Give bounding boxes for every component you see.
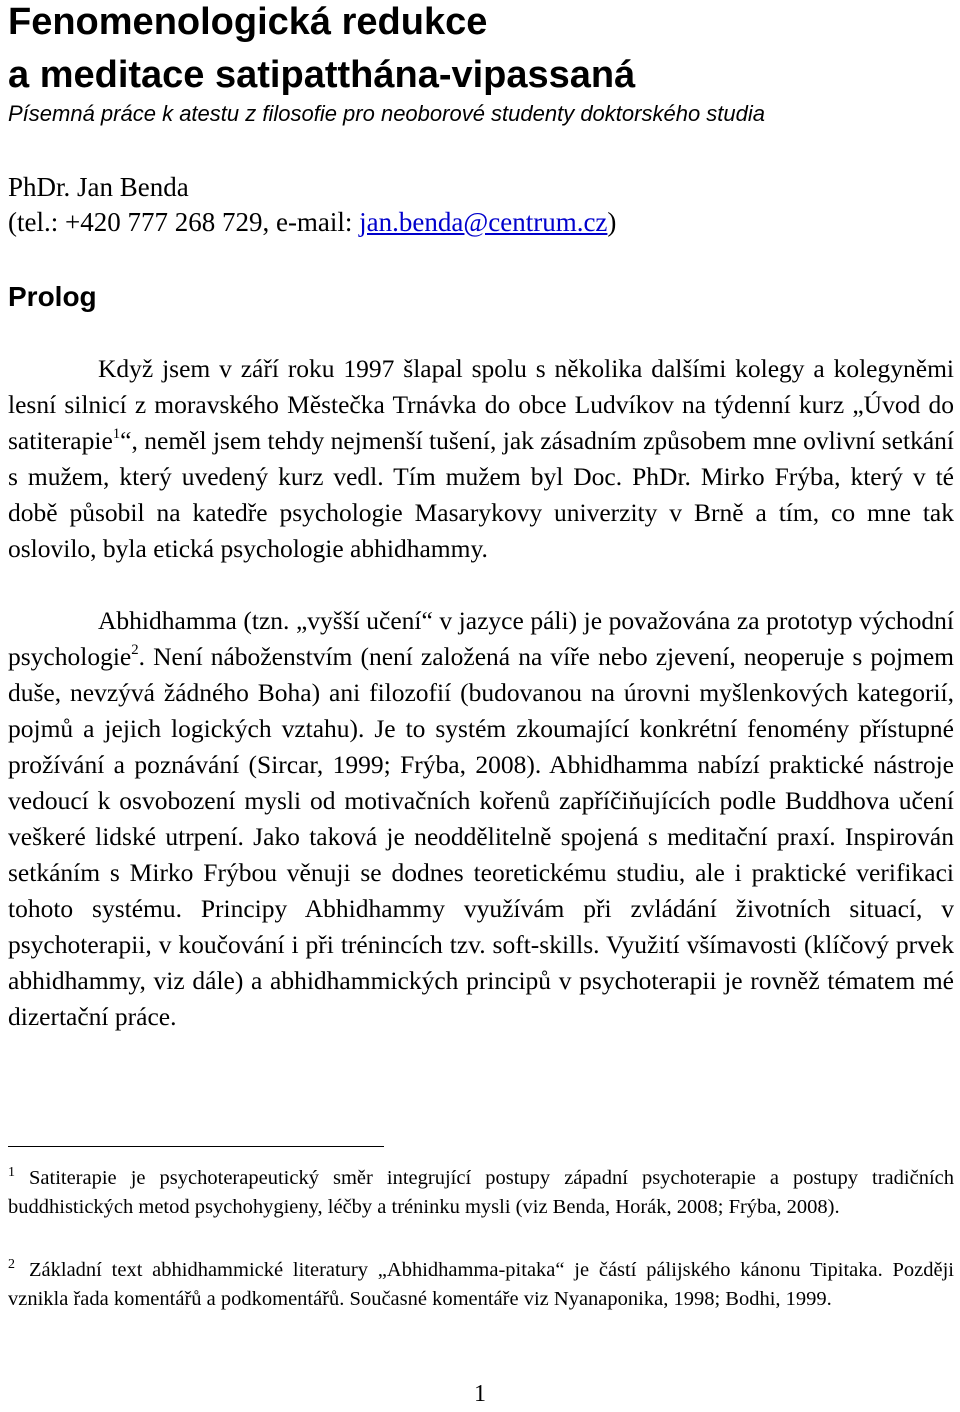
paragraph-1-text-b: “, neměl jsem tehdy nejmenší tušení, jak zásadním způsobem mne ovlivní setkání s mužem, který uvedený kurz vedl. Tím mužem byl Doc. PhDr. Mirko Frýba, který v té době působil na katedře psychologie Masarykovy univerzity v Brně a tím, co mne tak oslovilo, byla etická psychologie abhidhammy. bbox=[8, 426, 954, 563]
footnote-1-number: 1 bbox=[8, 1165, 15, 1181]
paragraph-2 bbox=[8, 603, 954, 1035]
email-link[interactable]: jan.benda@centrum.cz bbox=[359, 207, 608, 237]
subtitle: Písemná práce k atestu z filosofie pro neoborové studenty doktorského studia bbox=[8, 101, 765, 126]
paragraph-1 bbox=[8, 351, 954, 567]
title-line-2: a meditace satipatthána-vipassaná bbox=[8, 54, 636, 96]
footnote-ref-2[interactable]: 2 bbox=[131, 642, 139, 659]
footnote-2-number: 2 bbox=[8, 1257, 15, 1273]
section-heading: Prolog bbox=[8, 281, 97, 312]
footnote-1 bbox=[8, 1164, 954, 1222]
page-number: 1 bbox=[474, 1381, 486, 1407]
paragraph-2-text-a: Abhidhamma (tzn. „vyšší učení“ v jazyce páli) je považována za prototyp východní psychologie bbox=[8, 606, 954, 671]
title-line-1: Fenomenologická redukce bbox=[8, 1, 488, 43]
footnote-2-text: Základní text abhidhammické literatury „Abhidhamma-pitaka“ je částí pálijského kánonu Tipitaka. Později vznikla řada komentářů a podkomentářů. Současné komentáře viz Nyanaponika, 1998; Bodhi, 1999. bbox=[8, 1259, 954, 1310]
paragraph-2-text-b: . Není náboženstvím (není založená na víře nebo zjevení, neoperuje s pojmem duše, nevzývá žádného Boha) ani filozofií (budovanou na úrovni myšlenkových kategorií, pojmů a jejich logických vztahu). Je to systém zkoumající konkrétní fenomény přístupné prožívání a poznávání (Sircar, 1999; Frýba, 2008). Abhidhamma nabízí praktické nástroje vedoucí k osvobození mysli od motivačních kořenů zapříčiňujících podle Buddhova učení veškeré lidské utrpení. Jako taková je neoddělitelně spojená s meditační praxí. Inspirován setkáním s Mirko Frýbou věnuji se dodnes teoretickému studiu, ale i praktické verifikaci tohoto systému. Principy Abhidhammy využívám při zvládání životních situací, v psychoterapii, v koučování i při trénincích tzv. soft-skills. Využití všímavosti (klíčový prvek abhidhammy, viz dále) a abhidhammických principů v psychoterapii je rovněž tématem mé dizertační práce. bbox=[8, 642, 954, 1031]
footnote-1-text: Satiterapie je psychoterapeutický směr integrující postupy západní psychoterapie a postupy tradičních buddhistických metod psychohygieny, léčby a tréninku mysli (viz Benda, Horák, 2008; Frýba, 2008). bbox=[8, 1167, 954, 1218]
author-name: PhDr. Jan Benda bbox=[8, 172, 189, 202]
footnote-ref-1[interactable]: 1 bbox=[112, 426, 121, 443]
contact-suffix: ) bbox=[607, 207, 617, 237]
contact-line bbox=[8, 205, 616, 240]
footnote-2 bbox=[8, 1256, 954, 1314]
contact-prefix: (tel.: +420 777 268 729, e-mail: bbox=[8, 207, 360, 237]
footnote-divider bbox=[8, 1146, 384, 1147]
paragraph-1-text-a: Když jsem v září roku 1997 šlapal spolu s několika dalšími kolegy a kolegyněmi lesní silnicí z moravského Městečka Trnávka do obce Ludvíkov na týdenní kurz „Úvod do satiterapie bbox=[8, 354, 954, 455]
